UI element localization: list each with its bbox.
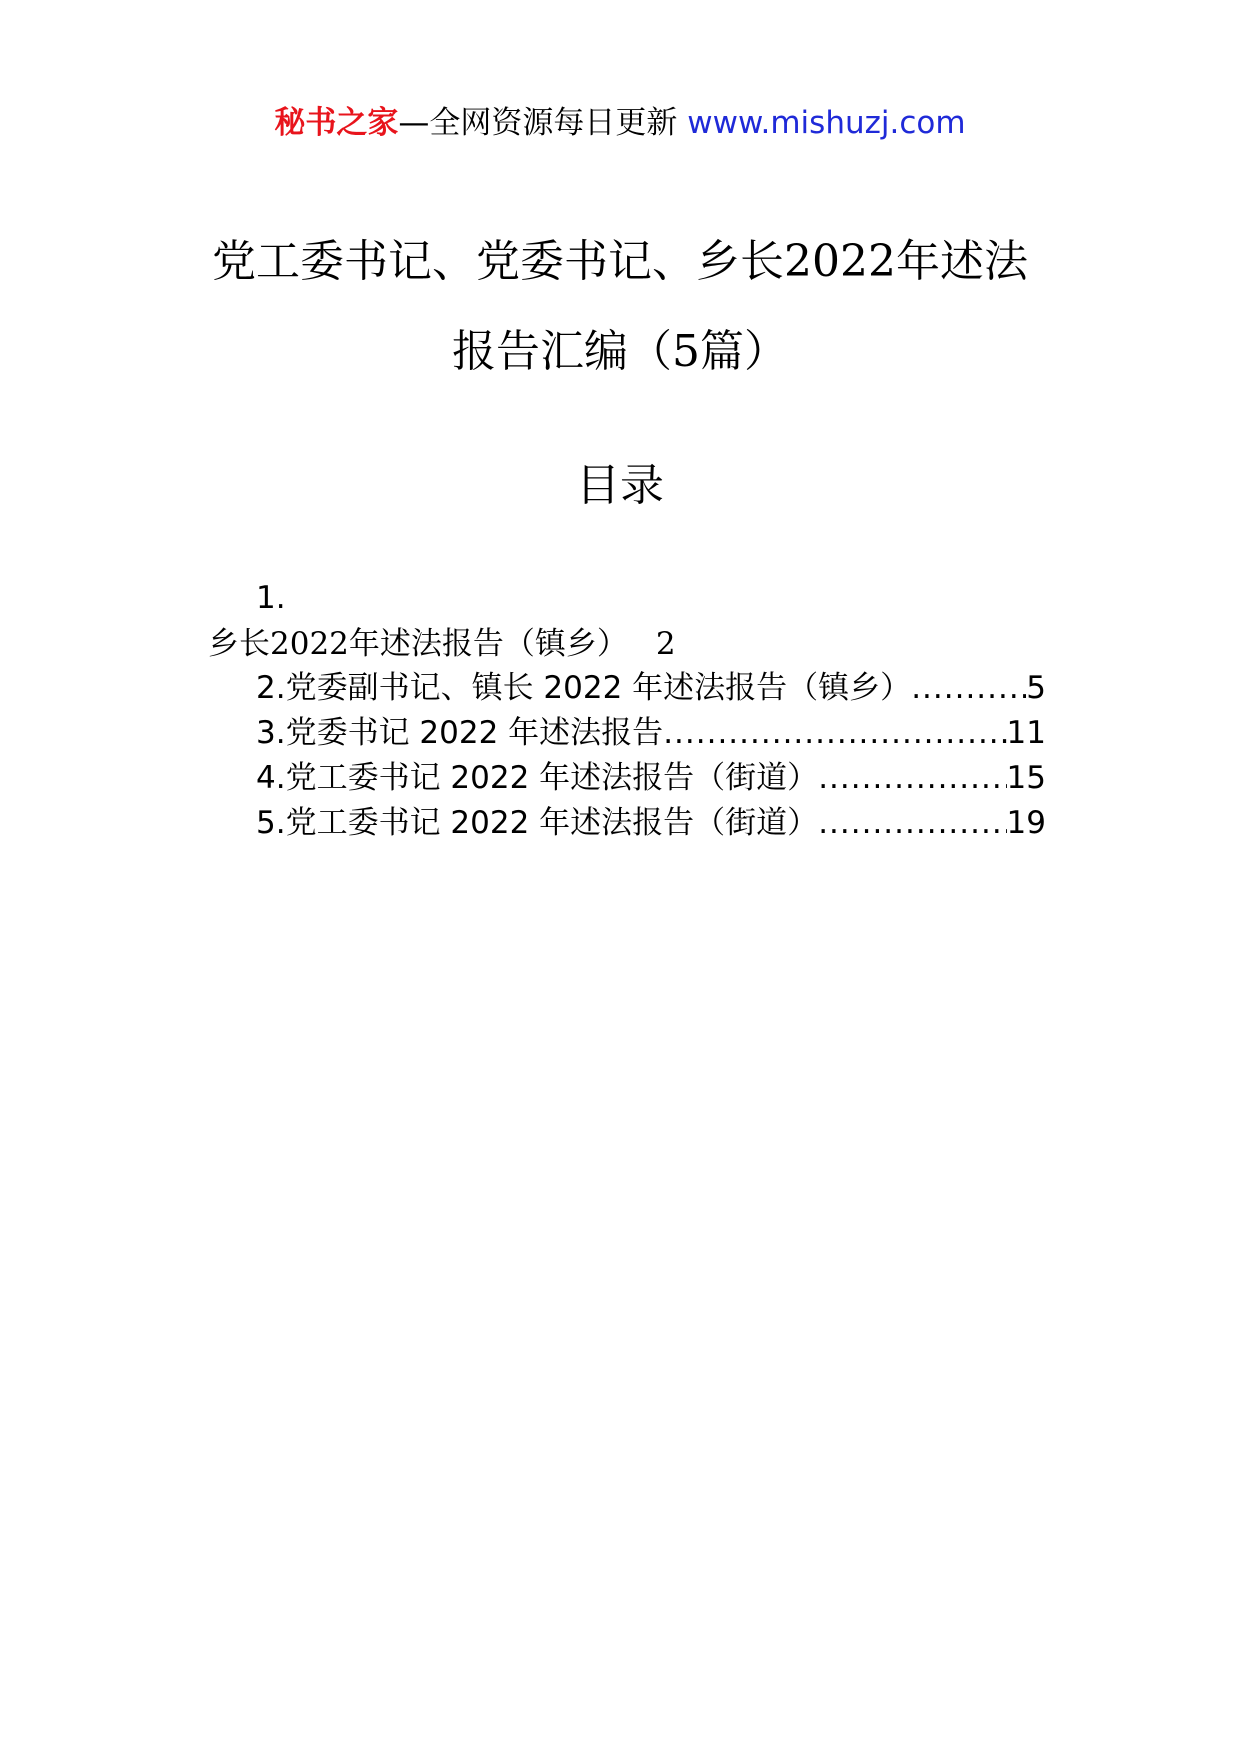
title-prefix: 党工委书记、党委书记、乡长 bbox=[212, 236, 784, 287]
toc-item-1-number: 1. bbox=[256, 580, 286, 616]
title-line2-suffix: 篇） bbox=[700, 326, 788, 377]
toc-item-text: 4.党工委书记 2022 年述法报告（街道） bbox=[256, 760, 819, 796]
toc-item-text: 2.党委副书记、镇长 2022 年述法报告（镇乡） bbox=[256, 670, 912, 706]
toc-dot-leader bbox=[911, 666, 1026, 710]
toc-item-3[interactable] bbox=[256, 711, 1046, 755]
toc-dot-leader bbox=[818, 756, 1006, 800]
toc-item-page: 11 bbox=[1006, 715, 1046, 751]
toc-item-text: 5.党工委书记 2022 年述法报告（街道） bbox=[256, 805, 819, 841]
document-title-line-1 bbox=[0, 232, 1240, 292]
toc-item-2[interactable] bbox=[256, 666, 1046, 710]
title-count: 5 bbox=[672, 326, 700, 377]
toc-item-1-prefix: 乡长 bbox=[208, 626, 270, 662]
toc-item-1-page: 2 bbox=[655, 626, 676, 662]
website-link[interactable]: www.mishuzj.com bbox=[687, 105, 966, 141]
toc-item-1-year: 2022 bbox=[270, 626, 349, 662]
page-header bbox=[0, 100, 1240, 146]
toc-item-1-suffix: 年述法报告（镇乡） bbox=[348, 626, 628, 662]
toc-item-text: 3.党委书记 2022 年述法报告 bbox=[256, 715, 664, 751]
title-line2-prefix: 报告汇编（ bbox=[452, 326, 672, 377]
toc-dot-leader bbox=[818, 801, 1006, 845]
header-tagline: —全网资源每日更新 bbox=[398, 105, 678, 141]
title-suffix: 年述法 bbox=[895, 236, 1028, 287]
toc-item-5[interactable] bbox=[256, 801, 1046, 845]
brand-name: 秘书之家 bbox=[274, 105, 399, 141]
toc-item-page: 19 bbox=[1006, 805, 1046, 841]
document-title-line-2 bbox=[0, 322, 1240, 382]
title-year: 2022 bbox=[784, 236, 896, 287]
toc-item-1[interactable] bbox=[208, 622, 676, 666]
toc-heading: 目录 bbox=[576, 460, 664, 511]
toc-item-page: 5 bbox=[1026, 670, 1046, 706]
toc-item-4[interactable] bbox=[256, 756, 1046, 800]
toc-dot-leader bbox=[663, 711, 1006, 755]
toc-item-page: 15 bbox=[1006, 760, 1046, 796]
